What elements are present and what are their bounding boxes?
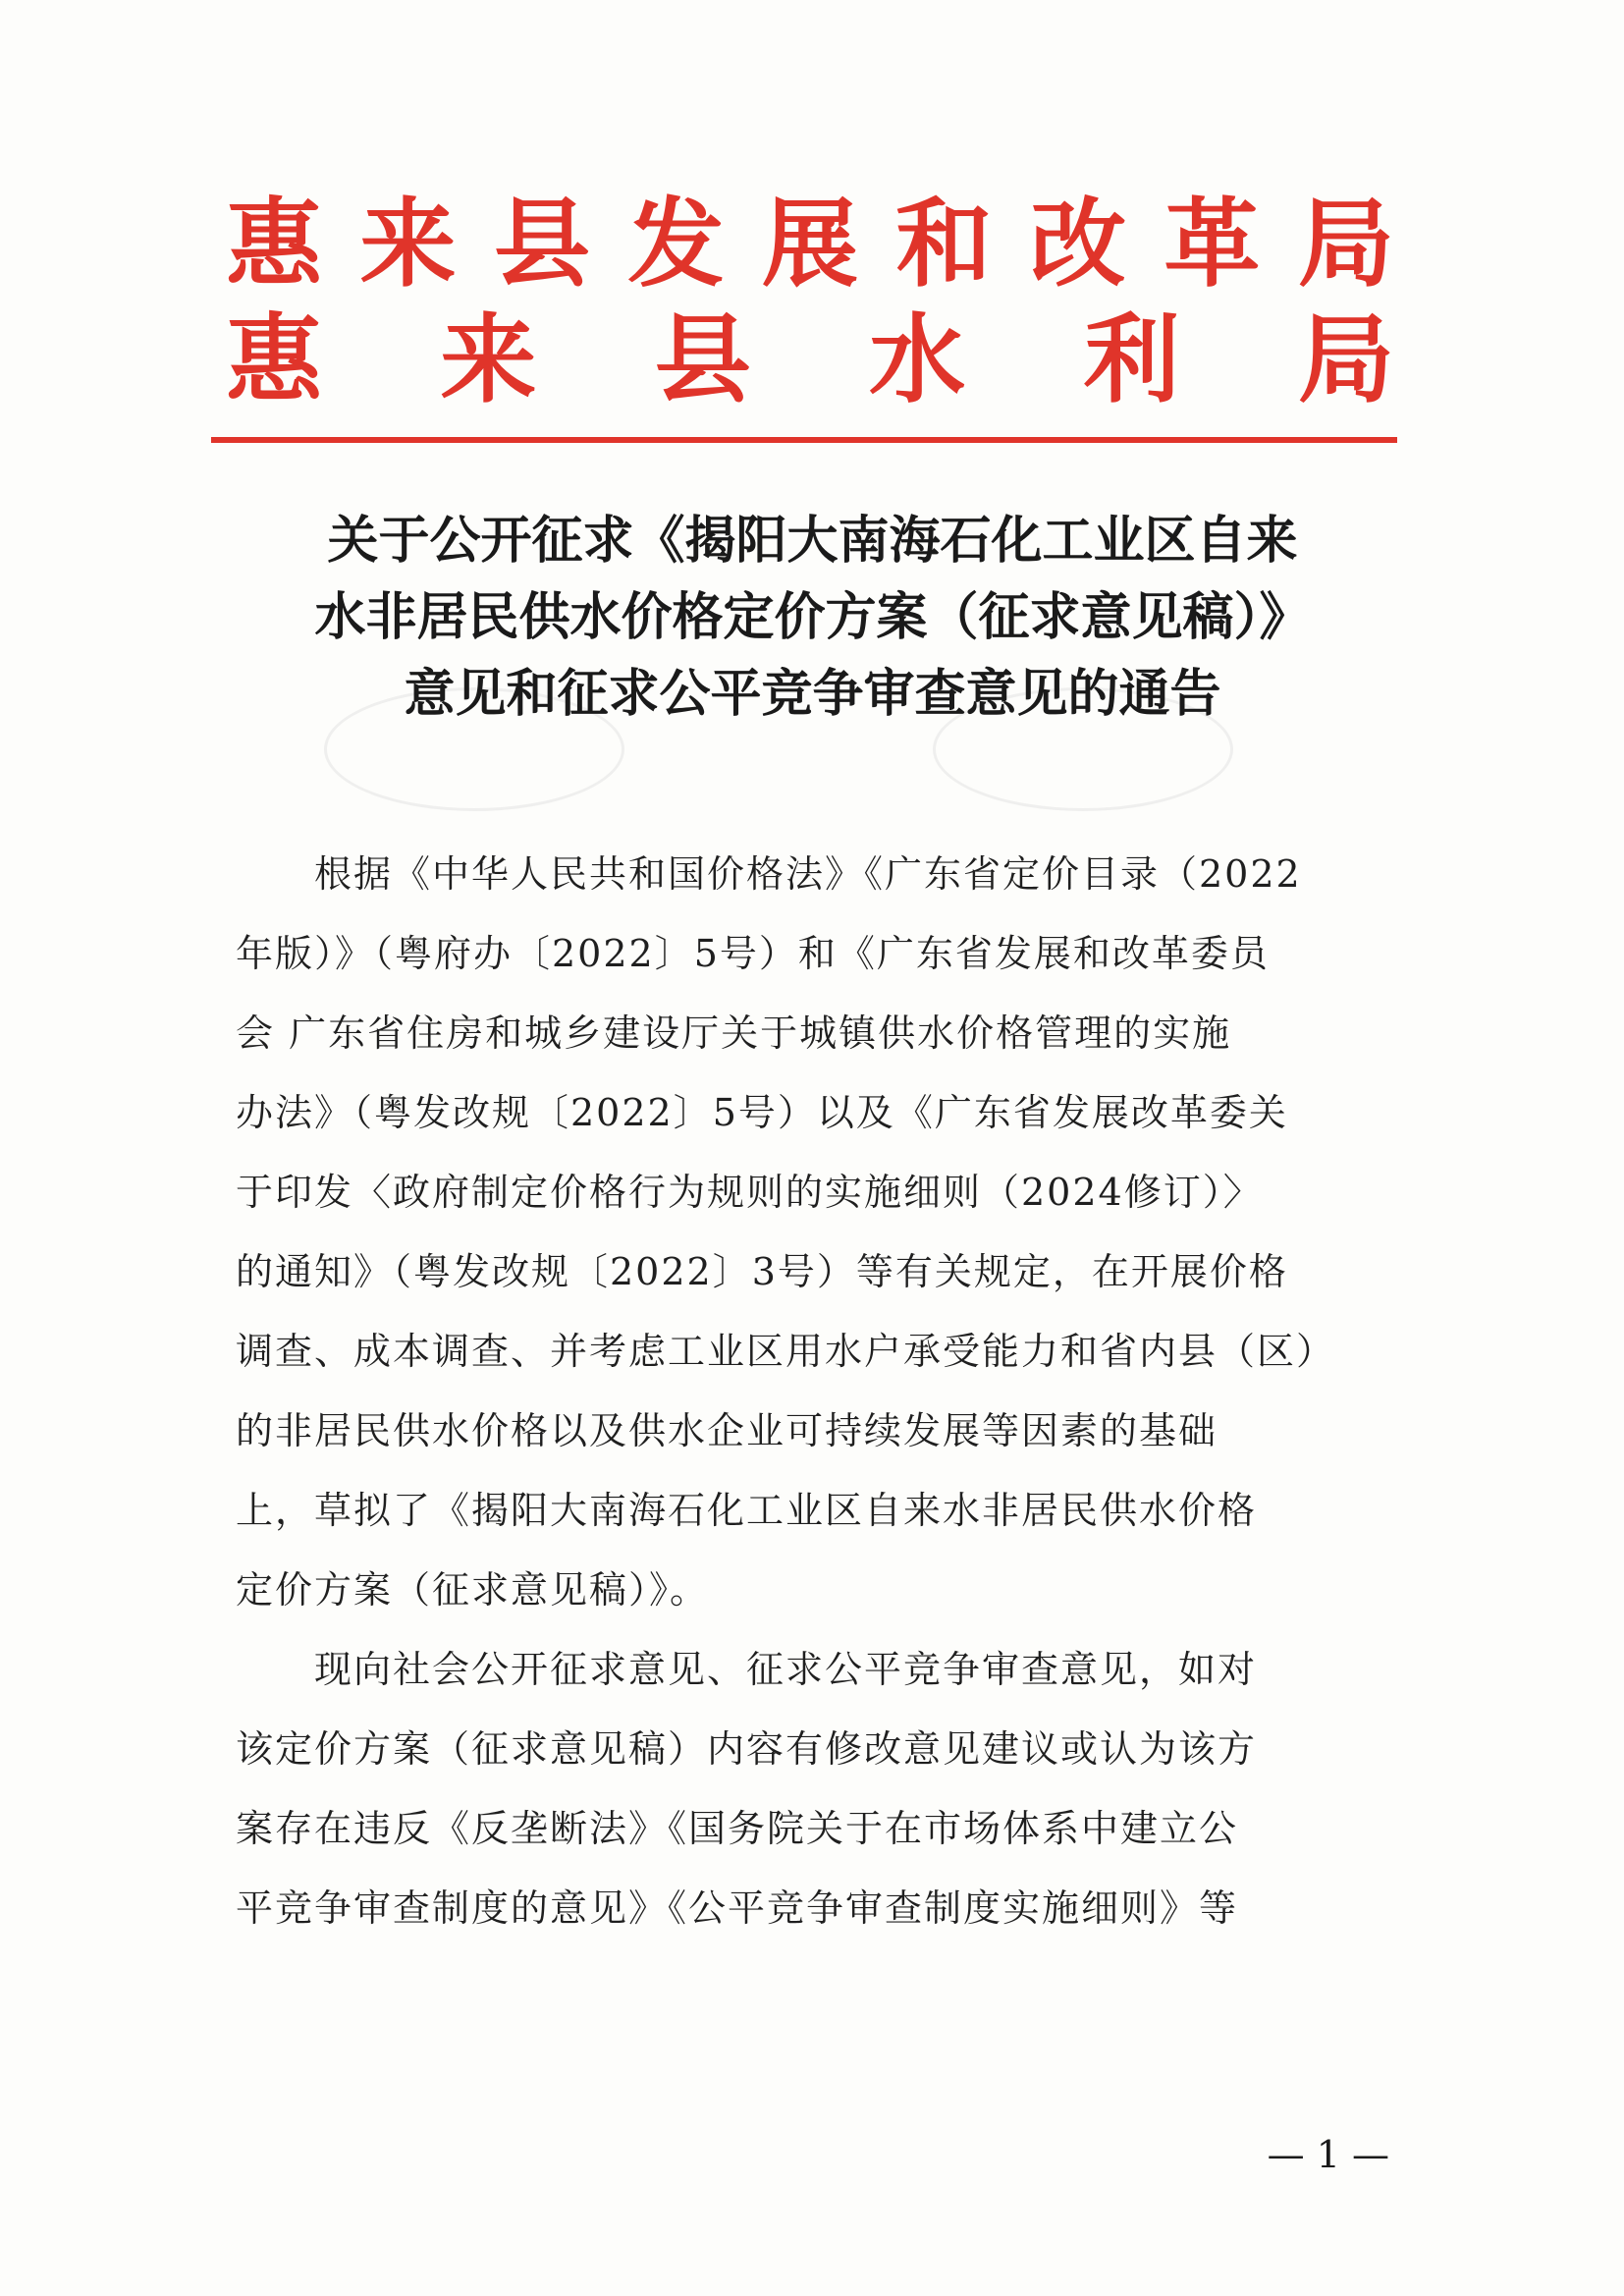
notice-title bbox=[221, 503, 1404, 733]
body-line: 定价方案（征求意见稿）》。 bbox=[236, 1568, 710, 1612]
header-line-development-reform bbox=[226, 187, 1394, 302]
body-line: 调查、成本调查、并考虑工业区用水户承受能力和省内县（区） bbox=[236, 1330, 1336, 1373]
header-char: 县 bbox=[493, 189, 590, 301]
body-line: 现向社会公开征求意见、征求公平竞争审查意见，如对 bbox=[236, 1648, 1258, 1691]
header-char: 局 bbox=[1297, 189, 1394, 301]
header-char: 改 bbox=[1029, 189, 1126, 301]
body-line: 的通知》（粤发改规〔2022〕3号）等有关规定，在开展价格 bbox=[236, 1250, 1288, 1293]
header-char: 县 bbox=[654, 304, 751, 416]
header-char: 来 bbox=[440, 304, 537, 416]
header-char: 水 bbox=[869, 304, 966, 416]
header-char: 利 bbox=[1083, 304, 1180, 416]
header-char: 惠 bbox=[226, 304, 323, 416]
body-line: 案存在违反《反垄断法》《国务院关于在市场体系中建立公 bbox=[236, 1807, 1239, 1850]
red-divider-rule bbox=[211, 437, 1397, 443]
body-line: 年版）》（粤府办〔2022〕5号）和《广东省发展和改革委员 bbox=[236, 932, 1270, 975]
header-char: 局 bbox=[1297, 304, 1394, 416]
header-char: 革 bbox=[1164, 189, 1261, 301]
page-number: — 1 — bbox=[1267, 2133, 1389, 2176]
header-line-water-bureau bbox=[226, 302, 1394, 418]
header-char: 来 bbox=[359, 189, 457, 301]
title-line: 水非居民供水价格定价方案（征求意见稿）》 bbox=[314, 588, 1311, 647]
body-line: 平竞争审查制度的意见》《公平竞争审查制度实施细则》等 bbox=[236, 1886, 1239, 1930]
body-line: 办法》（粤发改规〔2022〕5号）以及《广东省发展改革委关 bbox=[236, 1091, 1288, 1134]
title-line: 意见和征求公平竞争审查意见的通告 bbox=[404, 665, 1221, 724]
notice-body bbox=[236, 835, 1384, 1948]
body-line: 的非居民供水价格以及供水企业可持续发展等因素的基础 bbox=[236, 1409, 1218, 1452]
header-char: 和 bbox=[895, 189, 993, 301]
issuing-authority-header bbox=[226, 187, 1394, 418]
body-line: 该定价方案（征求意见稿）内容有修改意见建议或认为该方 bbox=[236, 1727, 1258, 1771]
body-line: 上，草拟了《揭阳大南海石化工业区自来水非居民供水价格 bbox=[236, 1489, 1258, 1532]
header-char: 发 bbox=[627, 189, 725, 301]
header-char: 惠 bbox=[226, 189, 323, 301]
header-char: 展 bbox=[761, 189, 858, 301]
title-line: 关于公开征求《揭阳大南海石化工业区自来 bbox=[327, 512, 1298, 571]
body-line: 会 广东省住房和城乡建设厅关于城镇供水价格管理的实施 bbox=[236, 1011, 1232, 1055]
body-line: 根据《中华人民共和国价格法》《广东省定价目录（2022 bbox=[236, 852, 1302, 896]
body-line: 于印发〈政府制定价格行为规则的实施细则（2024修订）〉 bbox=[236, 1171, 1263, 1214]
